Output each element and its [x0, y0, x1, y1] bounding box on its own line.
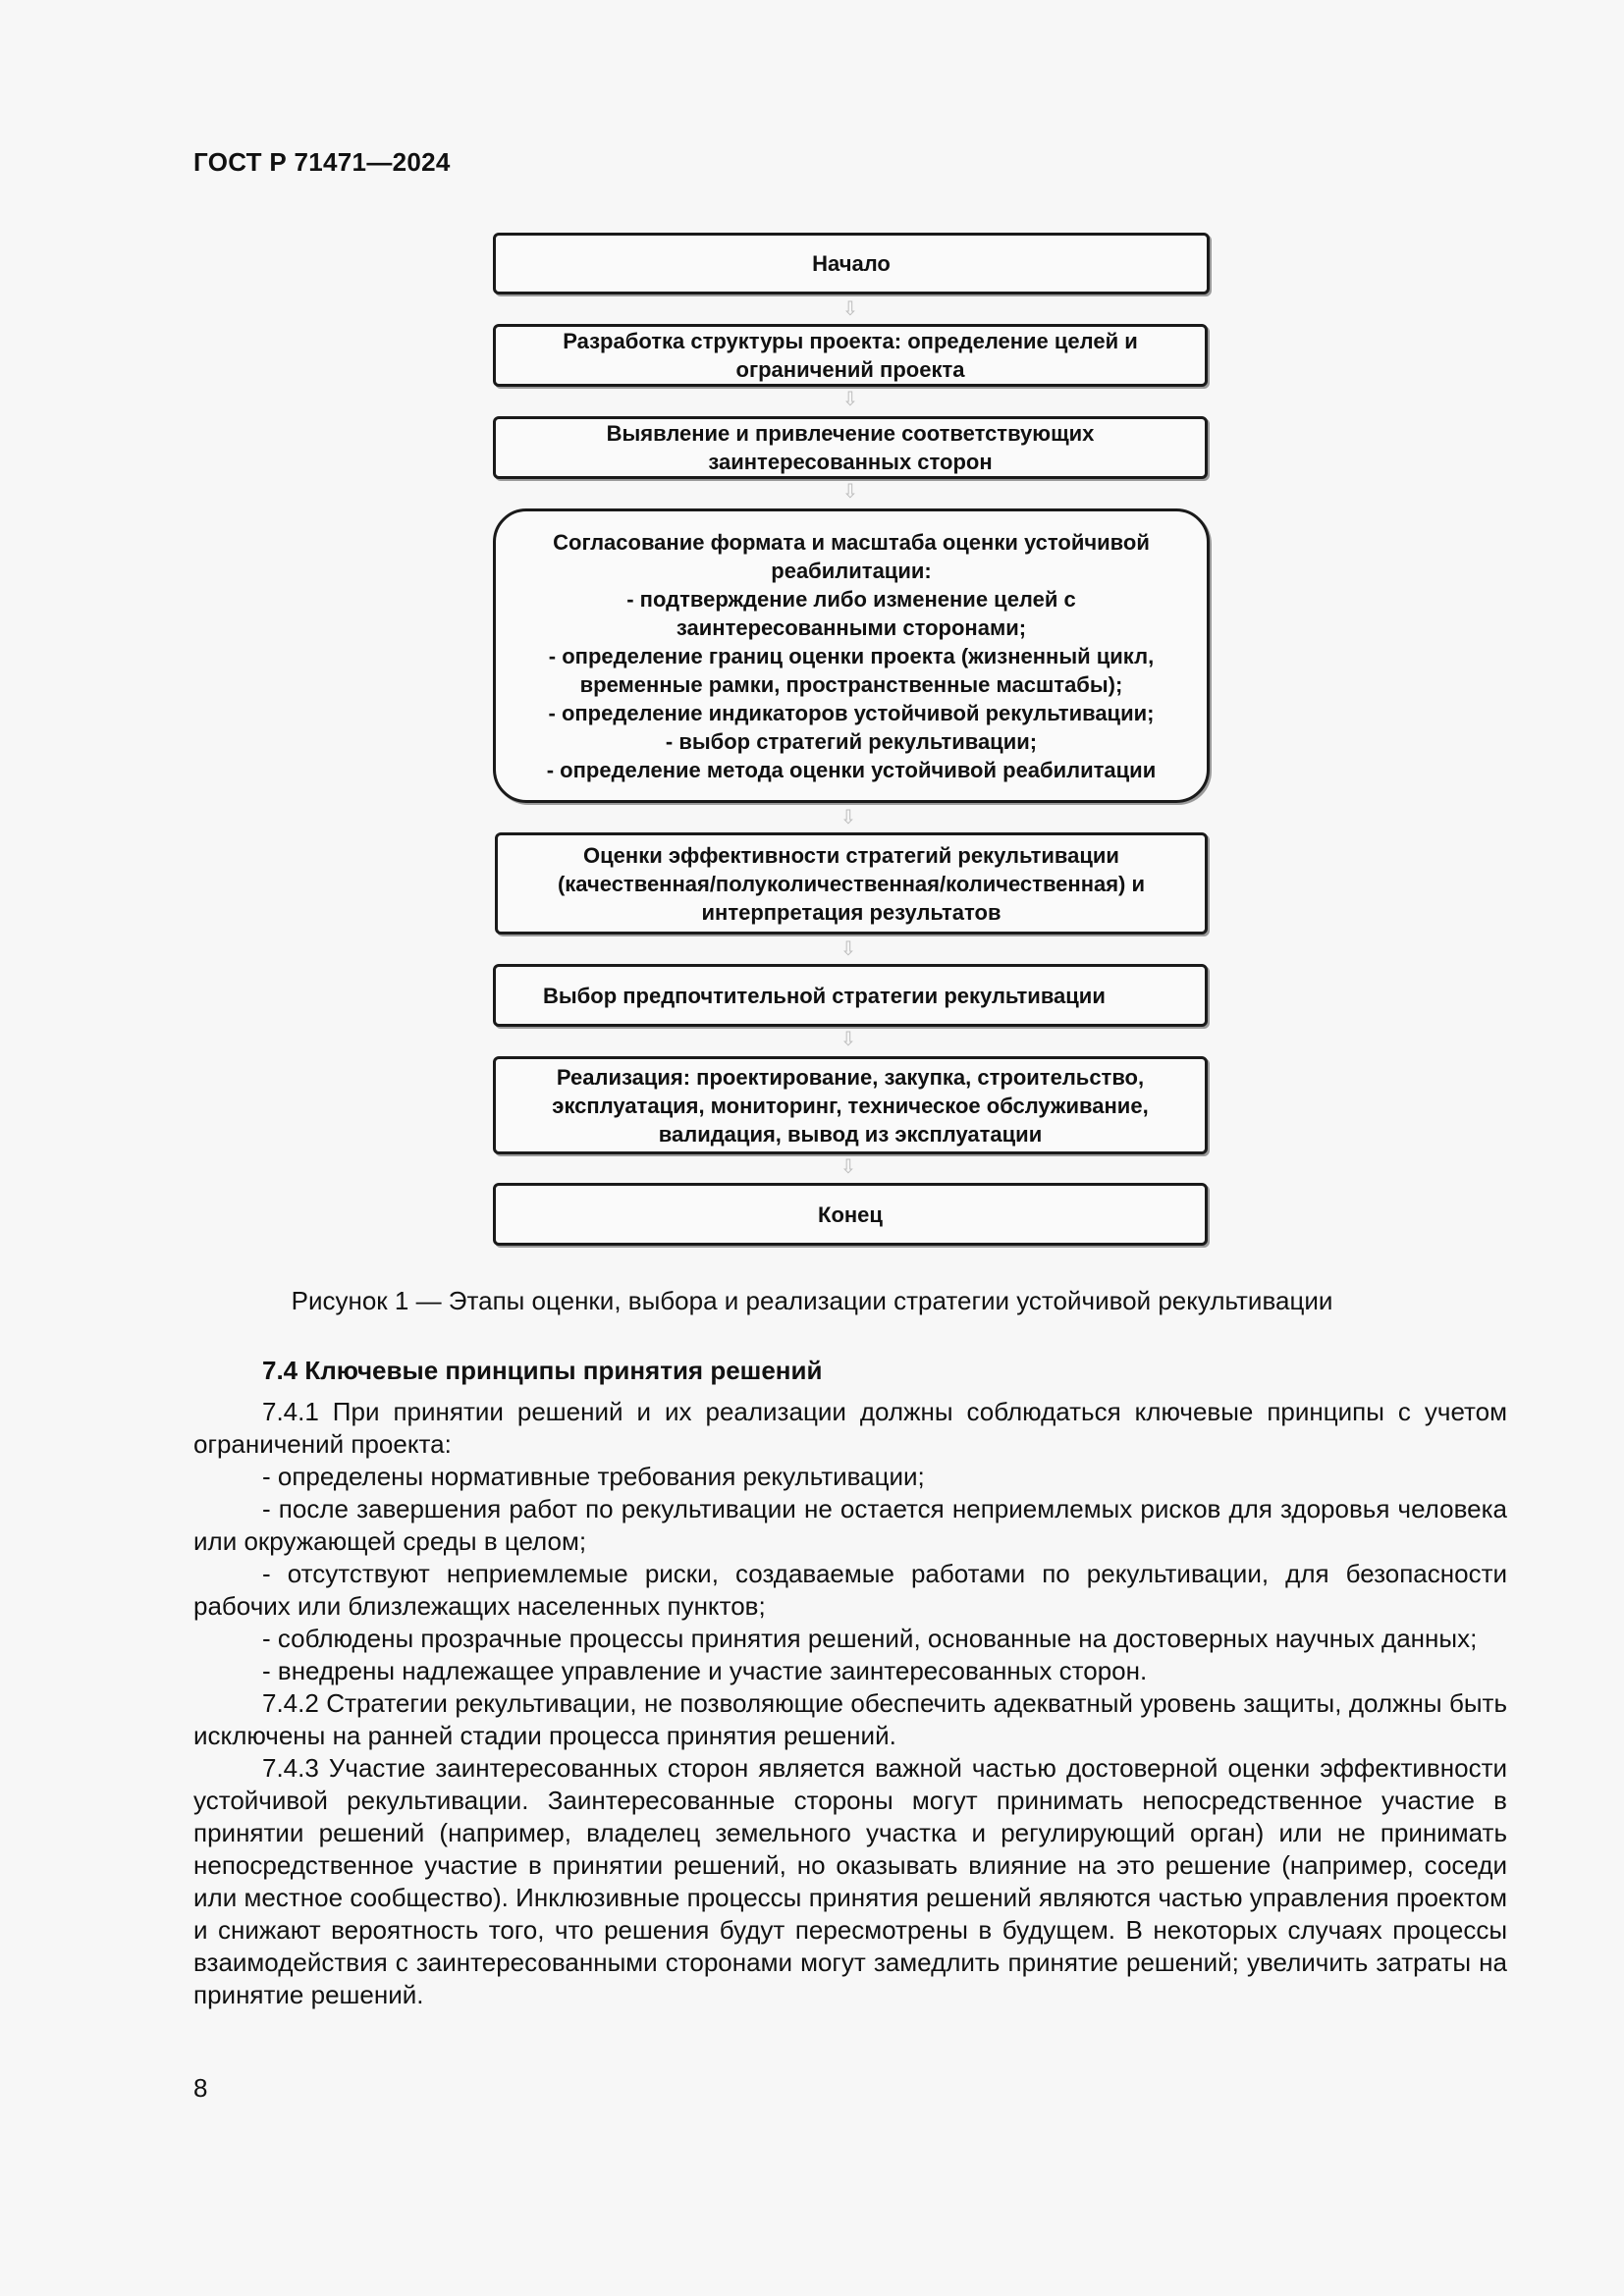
arrow-down-icon: ⇩ [841, 389, 859, 410]
flow-step-stakeholders [493, 416, 1208, 479]
flow-step-label: Начало [812, 251, 891, 276]
paragraph: 7.4.2 Стратегии рекультивации, не позволяющие обеспечить адекватный уровень защиты, должны быть исключены на ранней стадии процесса принятия решений. [193, 1688, 1507, 1750]
section-title: 7.4 Ключевые принципы принятия решений [262, 1356, 823, 1385]
paragraph: 7.4.1 При принятии решений и их реализации должны соблюдаться ключевые принципы с учетом ограничений проекта: [193, 1397, 1507, 1459]
list-item: - внедрены надлежащее управление и участие заинтересованных сторон. [262, 1656, 1148, 1685]
flow-step-end [493, 1183, 1208, 1246]
page-number: 8 [193, 2073, 208, 2103]
flow-step-assessment [495, 832, 1208, 934]
list-item: - определены нормативные требования рекультивации; [262, 1462, 925, 1491]
arrow-down-icon: ⇩ [839, 938, 857, 960]
flow-step-label: Оценки эффективности стратегий рекультивации (качественная/полуколичественная/количественная) и интерпретация результатов [557, 842, 1146, 925]
arrow-down-icon: ⇩ [841, 481, 859, 503]
flow-step-label: Согласование формата и масштаба оценки устойчивой реабилитации: - подтверждение либо изменение целей с заинтересованными сторонами; - определение границ оценки проекта (жизненный цикл, временные рамки, пространственные масштабы); - определение индикаторов устойчивой рекультивации; - выбор стратегий рекультивации; - определение метода оценки устойчивой реабилитации [546, 529, 1157, 782]
list-item: - отсутствуют неприемлемые риски, создаваемые работами по рекультивации, для безопасности рабочих или близлежащих населенных пунктов; [193, 1559, 1507, 1621]
document-header: ГОСТ Р 71471—2024 [193, 147, 451, 177]
flow-step-start [493, 233, 1210, 294]
flow-step-selection [493, 964, 1208, 1027]
arrow-down-icon: ⇩ [839, 1029, 857, 1050]
arrow-down-icon: ⇩ [839, 807, 857, 828]
flow-step-label: Разработка структуры проекта: определение целей и ограничений проекта [563, 329, 1138, 382]
flow-step-structure [493, 324, 1208, 387]
list-item: - после завершения работ по рекультивации не остается неприемлемых рисков для здоровья человека или окружающей среды в целом; [193, 1494, 1507, 1556]
flow-step-implementation [493, 1056, 1208, 1154]
flow-step-label: Реализация: проектирование, закупка, строительство, эксплуатация, мониторинг, техническое обслуживание, валидация, вывод из эксплуатации [552, 1064, 1149, 1147]
flow-step-label: Выбор предпочтительной стратегии рекультивации [543, 983, 1106, 1008]
arrow-down-icon: ⇩ [839, 1156, 857, 1178]
figure-caption: Рисунок 1 — Этапы оценки, выбора и реализации стратегии устойчивой рекультивации [291, 1286, 1333, 1315]
list-item: - соблюдены прозрачные процессы принятия решений, основанные на достоверных научных данных; [262, 1624, 1478, 1653]
paragraph: 7.4.3 Участие заинтересованных сторон является важной частью достоверной оценки эффективности устойчивой рекультивации. Заинтересованные стороны могут принимать непосредственное участие в принятии решений (например, владелец земельного участка и регулирующий орган) или не принимать непосредственное участие в принятии решений, но оказывать влияние на это решение (например, соседи или местное сообщество). Инклюзивные процессы принятия решений являются частью управления проектом и снижают вероятность того, что решения будут пересмотрены в будущем. В некоторых случаях процессы взаимодействия с заинтересованными сторонами могут замедлить принятие решений; увеличить затраты на принятие решений. [193, 1753, 1507, 2009]
flow-step-agreement [493, 508, 1210, 803]
flow-step-label: Конец [818, 1201, 883, 1227]
arrow-down-icon: ⇩ [841, 298, 859, 320]
section-7-4 [193, 1353, 1507, 2011]
flow-step-label: Выявление и привлечение соответствующих заинтересованных сторон [606, 421, 1095, 474]
